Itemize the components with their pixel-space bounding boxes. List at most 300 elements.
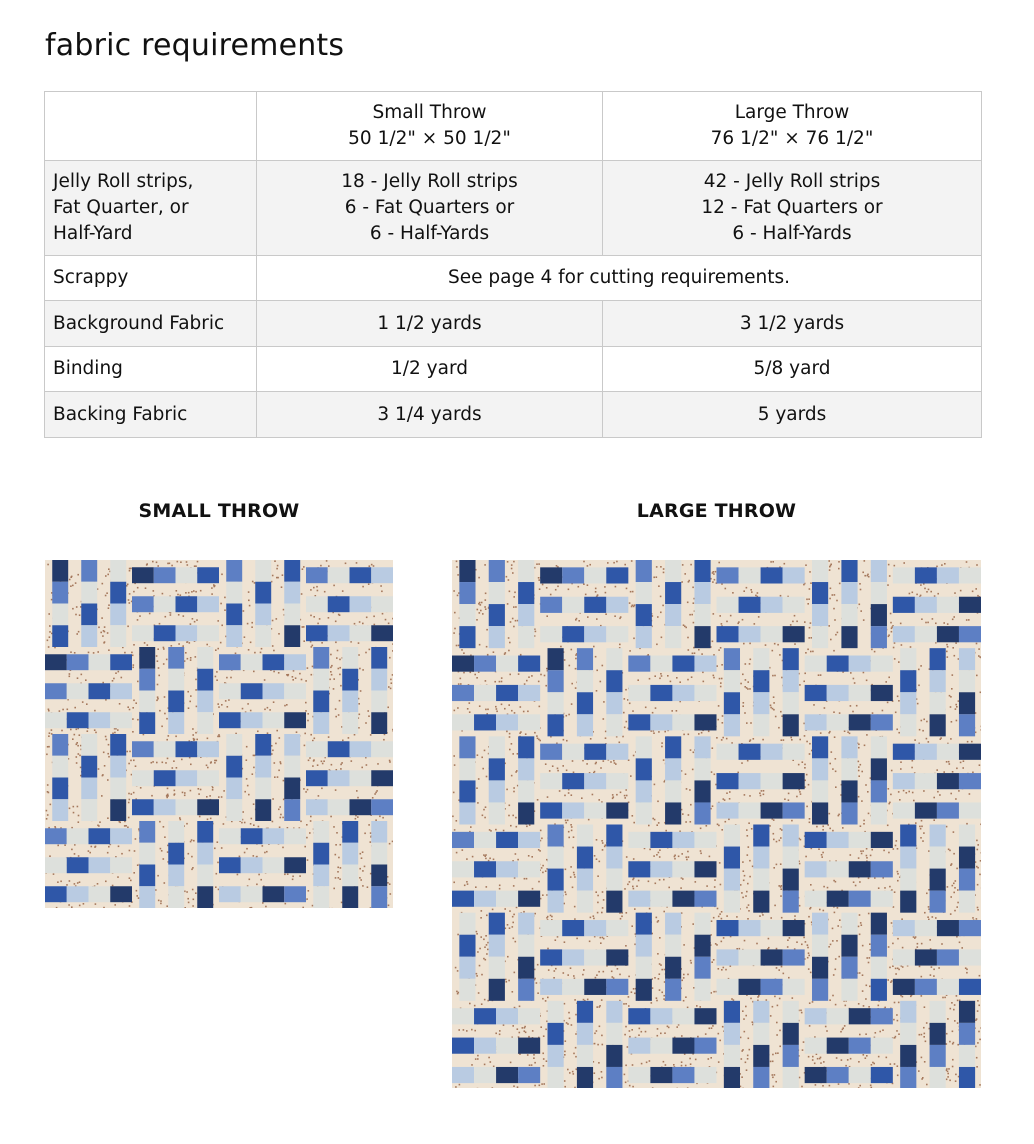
speckle-dot bbox=[181, 759, 183, 761]
speckle-dot bbox=[863, 619, 865, 621]
speckle-dot bbox=[388, 905, 390, 907]
speckle-dot bbox=[541, 867, 543, 869]
speckle-dot bbox=[625, 789, 627, 791]
speckle-dot bbox=[392, 841, 393, 843]
speckle-dot bbox=[178, 643, 180, 645]
speckle-dot bbox=[305, 710, 307, 712]
speckle-dot bbox=[389, 760, 391, 762]
speckle-dot bbox=[587, 565, 589, 567]
speckle-dot bbox=[931, 966, 933, 968]
speckle-dot bbox=[845, 1005, 847, 1007]
quilt-strip-segment bbox=[52, 799, 68, 821]
large-throw-label: LARGE THROW bbox=[636, 500, 797, 522]
speckle-dot bbox=[479, 965, 481, 967]
speckle-dot bbox=[273, 671, 275, 673]
speckle-dot bbox=[101, 795, 103, 797]
quilt-strip-segment bbox=[342, 669, 358, 691]
speckle-dot bbox=[217, 841, 219, 843]
speckle-dot bbox=[788, 977, 790, 979]
speckle-dot bbox=[306, 824, 308, 826]
speckle-dot bbox=[744, 712, 746, 714]
speckle-dot bbox=[253, 824, 255, 826]
speckle-dot bbox=[303, 626, 305, 628]
speckle-dot bbox=[966, 619, 968, 621]
speckle-dot bbox=[104, 626, 106, 628]
speckle-dot bbox=[941, 943, 943, 945]
speckle-dot bbox=[594, 1072, 596, 1074]
speckle-dot bbox=[132, 667, 134, 669]
speckle-dot bbox=[244, 852, 246, 854]
speckle-dot bbox=[749, 1049, 751, 1051]
speckle-dot bbox=[977, 844, 979, 846]
speckle-dot bbox=[833, 974, 835, 976]
speckle-dot bbox=[773, 1086, 775, 1088]
quilt-strip-segment bbox=[255, 799, 271, 821]
speckle-dot bbox=[100, 632, 102, 634]
speckle-dot bbox=[313, 616, 315, 618]
speckle-dot bbox=[829, 1085, 831, 1087]
speckle-dot bbox=[898, 1033, 900, 1035]
speckle-dot bbox=[656, 644, 658, 646]
speckle-dot bbox=[513, 626, 515, 628]
speckle-dot bbox=[486, 629, 488, 631]
speckle-dot bbox=[747, 681, 749, 683]
speckle-dot bbox=[804, 673, 806, 675]
speckle-dot bbox=[173, 760, 175, 762]
speckle-dot bbox=[663, 995, 665, 997]
speckle-dot bbox=[720, 884, 722, 886]
speckle-dot bbox=[523, 911, 525, 913]
speckle-dot bbox=[701, 653, 703, 655]
quilt-strip-segment bbox=[132, 799, 154, 815]
speckle-dot bbox=[456, 566, 458, 568]
speckle-dot bbox=[687, 679, 689, 681]
speckle-dot bbox=[371, 564, 373, 566]
speckle-dot bbox=[888, 788, 890, 790]
speckle-dot bbox=[766, 999, 768, 1001]
quilt-strip-segment bbox=[284, 560, 300, 582]
speckle-dot bbox=[321, 761, 323, 763]
speckle-dot bbox=[803, 937, 805, 939]
quilt-strip-segment bbox=[342, 821, 358, 843]
speckle-dot bbox=[912, 792, 914, 794]
speckle-dot bbox=[690, 564, 692, 566]
speckle-dot bbox=[454, 829, 456, 831]
speckle-dot bbox=[312, 645, 314, 647]
speckle-dot bbox=[534, 1085, 536, 1087]
speckle-dot bbox=[624, 1074, 626, 1076]
quilt-strip-segment bbox=[132, 596, 154, 612]
speckle-dot bbox=[772, 1061, 774, 1063]
speckle-dot bbox=[279, 806, 281, 808]
speckle-dot bbox=[192, 618, 194, 620]
speckle-dot bbox=[460, 678, 462, 680]
speckle-dot bbox=[317, 623, 319, 625]
speckle-dot bbox=[933, 975, 935, 977]
quilt-strip-segment bbox=[197, 647, 213, 669]
speckle-dot bbox=[48, 710, 50, 712]
speckle-dot bbox=[49, 732, 51, 734]
speckle-dot bbox=[660, 566, 662, 568]
speckle-dot bbox=[745, 895, 747, 897]
speckle-dot bbox=[288, 674, 290, 676]
speckle-dot bbox=[74, 883, 76, 885]
speckle-dot bbox=[926, 1084, 928, 1086]
speckle-dot bbox=[128, 763, 130, 765]
speckle-dot bbox=[330, 654, 332, 656]
jelly-large-cell bbox=[603, 161, 982, 256]
speckle-dot bbox=[718, 649, 720, 651]
speckle-dot bbox=[67, 709, 69, 711]
speckle-dot bbox=[342, 590, 344, 592]
speckle-dot bbox=[483, 854, 485, 856]
speckle-dot bbox=[494, 681, 496, 683]
speckle-dot bbox=[616, 794, 618, 796]
speckle-dot bbox=[99, 821, 101, 823]
speckle-dot bbox=[307, 667, 309, 669]
speckle-dot bbox=[69, 579, 71, 581]
speckle-dot bbox=[838, 815, 840, 817]
speckle-dot bbox=[873, 1063, 875, 1065]
speckle-dot bbox=[226, 677, 228, 679]
speckle-dot bbox=[746, 722, 748, 724]
speckle-dot bbox=[710, 1057, 712, 1059]
speckle-dot bbox=[690, 960, 692, 962]
speckle-dot bbox=[863, 1005, 865, 1007]
speckle-dot bbox=[955, 880, 957, 882]
speckle-dot bbox=[49, 631, 51, 633]
speckle-dot bbox=[776, 1034, 778, 1036]
speckle-dot bbox=[862, 990, 864, 992]
speckle-dot bbox=[897, 880, 899, 882]
speckle-dot bbox=[780, 828, 782, 830]
scrappy-note: See page 4 for cutting requirements. bbox=[257, 256, 982, 301]
speckle-dot bbox=[829, 731, 831, 733]
speckle-dot bbox=[613, 562, 615, 564]
quilt-strip-segment bbox=[255, 756, 271, 778]
speckle-dot bbox=[751, 828, 753, 830]
speckle-dot bbox=[392, 650, 393, 652]
speckle-dot bbox=[676, 710, 678, 712]
speckle-dot bbox=[192, 889, 194, 891]
speckle-dot bbox=[928, 850, 930, 852]
speckle-dot bbox=[463, 652, 465, 654]
speckle-dot bbox=[129, 602, 131, 604]
speckle-dot bbox=[692, 587, 694, 589]
quilt-strip-segment bbox=[154, 799, 176, 815]
speckle-dot bbox=[187, 898, 189, 900]
quilt-strip-segment bbox=[226, 560, 242, 582]
speckle-dot bbox=[133, 792, 135, 794]
speckle-dot bbox=[499, 681, 501, 683]
speckle-dot bbox=[638, 1034, 640, 1036]
speckle-dot bbox=[471, 1029, 473, 1031]
speckle-dot bbox=[102, 635, 104, 637]
speckle-dot bbox=[835, 1004, 837, 1006]
speckle-dot bbox=[328, 617, 330, 619]
quilt-strip-segment bbox=[371, 843, 387, 865]
speckle-dot bbox=[486, 886, 488, 888]
speckle-dot bbox=[839, 712, 841, 714]
speckle-dot bbox=[597, 895, 599, 897]
speckle-dot bbox=[750, 722, 752, 724]
speckle-dot bbox=[72, 585, 74, 587]
speckle-dot bbox=[249, 907, 251, 908]
speckle-dot bbox=[671, 710, 673, 712]
speckle-dot bbox=[862, 974, 864, 976]
quilt-strip-segment bbox=[255, 625, 271, 647]
speckle-dot bbox=[74, 652, 76, 654]
speckle-dot bbox=[631, 925, 633, 927]
speckle-dot bbox=[75, 614, 77, 616]
speckle-dot bbox=[575, 1033, 577, 1035]
speckle-dot bbox=[659, 678, 661, 680]
speckle-dot bbox=[129, 709, 131, 711]
quilt-strip-segment bbox=[263, 828, 285, 844]
quilt-strip-segment bbox=[342, 647, 358, 669]
speckle-dot bbox=[219, 736, 221, 738]
speckle-dot bbox=[133, 700, 135, 702]
speckle-dot bbox=[636, 885, 638, 887]
speckle-dot bbox=[575, 658, 577, 660]
speckle-dot bbox=[277, 776, 279, 778]
speckle-dot bbox=[653, 732, 655, 734]
speckle-dot bbox=[722, 737, 724, 739]
speckle-dot bbox=[188, 853, 190, 855]
speckle-dot bbox=[188, 592, 190, 594]
speckle-dot bbox=[335, 716, 337, 718]
speckle-dot bbox=[659, 856, 661, 858]
speckle-dot bbox=[335, 789, 337, 791]
quilt-strip-segment bbox=[110, 712, 132, 728]
speckle-dot bbox=[568, 792, 570, 794]
speckle-dot bbox=[968, 619, 970, 621]
speckle-dot bbox=[301, 679, 303, 681]
speckle-dot bbox=[463, 1029, 465, 1031]
speckle-dot bbox=[575, 1047, 577, 1049]
row-label-background: Background Fabric bbox=[45, 301, 257, 347]
speckle-dot bbox=[894, 642, 896, 644]
quilt-strip-segment bbox=[371, 741, 393, 757]
speckle-dot bbox=[137, 719, 139, 721]
speckle-dot bbox=[338, 714, 340, 716]
speckle-dot bbox=[956, 720, 958, 722]
speckle-dot bbox=[564, 1080, 566, 1082]
speckle-dot bbox=[61, 730, 63, 732]
speckle-dot bbox=[572, 760, 574, 762]
speckle-dot bbox=[144, 642, 146, 644]
speckle-dot bbox=[311, 646, 313, 648]
speckle-dot bbox=[74, 707, 76, 709]
speckle-dot bbox=[539, 850, 541, 852]
speckle-dot bbox=[729, 791, 731, 793]
speckle-dot bbox=[310, 615, 312, 617]
speckle-dot bbox=[597, 902, 599, 904]
quilt-strip-segment bbox=[81, 625, 97, 647]
speckle-dot bbox=[626, 588, 628, 590]
header-large-size: 76 1/2" × 76 1/2" bbox=[710, 128, 874, 149]
speckle-dot bbox=[512, 815, 514, 817]
speckle-dot bbox=[834, 736, 836, 738]
speckle-dot bbox=[317, 764, 319, 766]
quilt-strip-segment bbox=[176, 741, 198, 757]
speckle-dot bbox=[88, 850, 90, 852]
speckle-dot bbox=[870, 1085, 872, 1087]
speckle-dot bbox=[247, 703, 249, 705]
speckle-dot bbox=[663, 911, 665, 913]
speckle-dot bbox=[796, 621, 798, 623]
speckle-dot bbox=[891, 631, 893, 633]
speckle-dot bbox=[254, 582, 256, 584]
speckle-dot bbox=[830, 639, 832, 641]
speckle-dot bbox=[955, 798, 957, 800]
speckle-dot bbox=[474, 1030, 476, 1032]
speckle-dot bbox=[56, 907, 58, 908]
speckle-dot bbox=[690, 1063, 692, 1065]
speckle-dot bbox=[69, 676, 71, 678]
speckle-dot bbox=[471, 1064, 473, 1066]
speckle-dot bbox=[121, 853, 123, 855]
speckle-dot bbox=[484, 1064, 486, 1066]
speckle-dot bbox=[725, 588, 727, 590]
speckle-dot bbox=[742, 861, 744, 863]
speckle-dot bbox=[897, 938, 899, 940]
speckle-dot bbox=[167, 758, 169, 760]
speckle-dot bbox=[338, 877, 340, 879]
speckle-dot bbox=[89, 852, 91, 854]
speckle-dot bbox=[221, 704, 223, 706]
speckle-dot bbox=[924, 1033, 926, 1035]
speckle-dot bbox=[524, 1027, 526, 1029]
speckle-dot bbox=[747, 883, 749, 885]
speckle-dot bbox=[127, 706, 129, 708]
speckle-dot bbox=[93, 652, 95, 654]
speckle-dot bbox=[323, 760, 325, 762]
speckle-dot bbox=[718, 1033, 720, 1035]
quilt-strip-segment bbox=[226, 799, 242, 821]
speckle-dot bbox=[594, 1043, 596, 1045]
speckle-dot bbox=[940, 737, 942, 739]
speckle-dot bbox=[685, 627, 687, 629]
speckle-dot bbox=[610, 761, 612, 763]
speckle-dot bbox=[773, 839, 775, 841]
small-throw-label: SMALL THROW bbox=[138, 500, 300, 522]
speckle-dot bbox=[164, 713, 166, 715]
speckle-dot bbox=[976, 918, 978, 920]
quilt-strip-segment bbox=[342, 865, 358, 887]
speckle-dot bbox=[254, 652, 256, 654]
speckle-dot bbox=[858, 926, 860, 928]
quilt-strip-segment bbox=[371, 669, 387, 691]
speckle-dot bbox=[777, 644, 779, 646]
speckle-dot bbox=[719, 678, 721, 680]
speckle-dot bbox=[850, 705, 852, 707]
speckle-dot bbox=[543, 1065, 545, 1067]
speckle-dot bbox=[356, 790, 358, 792]
speckle-dot bbox=[587, 616, 589, 618]
speckle-dot bbox=[721, 918, 723, 920]
speckle-dot bbox=[781, 966, 783, 968]
speckle-dot bbox=[596, 670, 598, 672]
speckle-dot bbox=[216, 671, 218, 673]
speckle-dot bbox=[747, 1058, 749, 1060]
speckle-dot bbox=[507, 924, 509, 926]
speckle-dot bbox=[273, 650, 275, 652]
speckle-dot bbox=[139, 615, 141, 617]
speckle-dot bbox=[783, 739, 785, 741]
speckle-dot bbox=[788, 793, 790, 795]
speckle-dot bbox=[472, 856, 474, 858]
quilt-strip-segment bbox=[328, 596, 350, 612]
speckle-dot bbox=[359, 877, 361, 879]
speckle-dot bbox=[134, 850, 136, 852]
speckle-dot bbox=[476, 931, 478, 933]
speckle-dot bbox=[248, 591, 250, 593]
speckle-dot bbox=[269, 709, 271, 711]
speckle-dot bbox=[891, 980, 893, 982]
speckle-dot bbox=[81, 674, 83, 676]
speckle-dot bbox=[133, 664, 135, 666]
speckle-dot bbox=[509, 927, 511, 929]
speckle-dot bbox=[501, 704, 503, 706]
speckle-dot bbox=[862, 945, 864, 947]
speckle-dot bbox=[822, 826, 824, 828]
speckle-dot bbox=[314, 738, 316, 740]
speckle-dot bbox=[215, 676, 217, 678]
quilt-strip-segment bbox=[255, 734, 271, 756]
speckle-dot bbox=[634, 604, 636, 606]
speckle-dot bbox=[690, 962, 692, 964]
quilt-strip-segment bbox=[284, 756, 300, 778]
speckle-dot bbox=[189, 642, 191, 644]
quilt-strip-segment bbox=[110, 756, 126, 778]
speckle-dot bbox=[835, 969, 837, 971]
quilt-strip-segment bbox=[313, 647, 329, 669]
speckle-dot bbox=[957, 1022, 959, 1024]
speckle-dot bbox=[842, 827, 844, 829]
speckle-dot bbox=[576, 938, 578, 940]
speckle-dot bbox=[486, 953, 488, 955]
speckle-dot bbox=[726, 915, 728, 917]
binding-large: 5/8 yard bbox=[603, 347, 982, 392]
speckle-dot bbox=[276, 568, 278, 570]
speckle-dot bbox=[661, 992, 663, 994]
speckle-dot bbox=[487, 942, 489, 944]
speckle-dot bbox=[76, 633, 78, 635]
speckle-dot bbox=[620, 792, 622, 794]
speckle-dot bbox=[733, 999, 735, 1001]
speckle-dot bbox=[129, 751, 131, 753]
speckle-dot bbox=[179, 817, 181, 819]
speckle-dot bbox=[776, 864, 778, 866]
speckle-dot bbox=[547, 796, 549, 798]
speckle-dot bbox=[136, 890, 138, 892]
speckle-dot bbox=[683, 734, 685, 736]
speckle-dot bbox=[94, 710, 96, 712]
quilt-strip-segment bbox=[371, 647, 387, 669]
speckle-dot bbox=[104, 765, 106, 767]
speckle-dot bbox=[923, 790, 925, 792]
quilt-strip-segment bbox=[168, 843, 184, 865]
speckle-dot bbox=[510, 825, 512, 827]
speckle-dot bbox=[107, 632, 109, 634]
speckle-dot bbox=[722, 1026, 724, 1028]
speckle-dot bbox=[453, 632, 455, 634]
quilt-strip-segment bbox=[306, 596, 328, 612]
speckle-dot bbox=[160, 848, 162, 850]
speckle-dot bbox=[359, 868, 361, 870]
speckle-dot bbox=[187, 658, 189, 660]
